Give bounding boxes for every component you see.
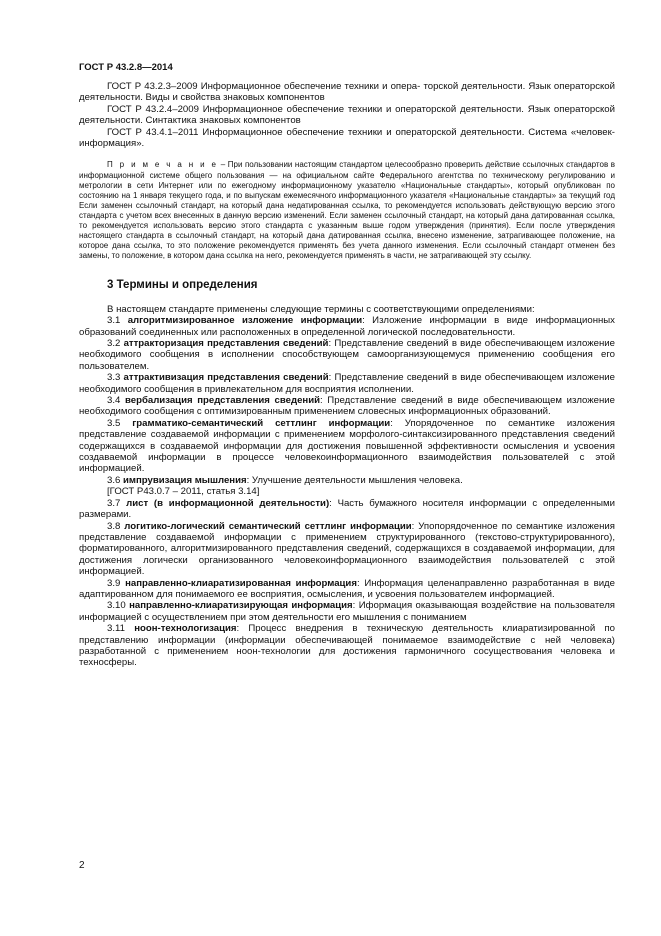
term-source: [ГОСТ Р43.0.7 – 2011, статья 3.14] <box>107 486 260 498</box>
term-definition: : Представление сведений в виде обеспечивающем изложение необходимого сообщения в привлекательном для восприятия исполнении. <box>79 372 615 395</box>
term-entry <box>79 418 615 475</box>
term-name: логитико-логический семантический сеттлинг информации <box>124 520 412 532</box>
term-number: 3.1 <box>107 315 128 327</box>
term-entry <box>79 315 615 338</box>
term-definition: : Представление сведений в виде обеспечивающем изложение необходимого сообщения с оптимизированным применением словесных информационных образований. <box>79 395 615 418</box>
term-number: 3.2 <box>107 338 124 349</box>
note-text: – При пользовании настоящим стандартом целесообразно проверить действие ссылочных стандартов в информационной системе общего пользования — на официальном сайте Федерального агентства по техническому регулированию и метрологии в сети Интернет или по ежегодному информационному указателю «Национальные стандарты», который опубликован по состоянию на 1 января текущего года, и по выпускам ежемесячного информационного указателя «Национальные стандарты» за текущий год Если заменен ссылочный стандарт, на который дана недатированная ссылка, то рекомендуется использовать действующую версию этого стандарта с учетом всех внесенных в данную версию изменений. Если заменен ссылочный стандарт, на который дана датированная ссылка, то рекомендуется использовать версию этого стандарта с указанным выше годом утверждения (принятия). Если после утверждения настоящего стандарта в ссылочный стандарт, на который дана датированная ссылка, внесено изменение, затрагивающее положение, на которое дана ссылка, то это положение рекомендуется применять без учета данного изменения. Если ссылочный стандарт отменен без замены, то положение, в котором дана ссылка на него, рекомендуется применять в части, не затрагивающей эту ссылку. <box>79 160 615 261</box>
term-number: 3.5 <box>107 417 133 429</box>
reference-item: ГОСТ Р 43.2.4–2009 Информационное обеспечение техники и операторской деятельности. Язык операторской деятельности. Синтактика знаковых компонентов <box>79 103 615 127</box>
page-number: 2 <box>79 860 85 871</box>
term-entry <box>79 623 615 669</box>
term-name: направленно-клиаратизированная информация <box>125 577 357 589</box>
term-definition: : Процесс внедрения в техническую деятельность клиаратизированной по представлению информации (информации обеспечивающей понимаемое взаимодействие с ней человека) разработанной с применением ноон-технологии для достижения гармоничного сосуществования человека и техносферы. <box>79 623 615 669</box>
term-definition: : Упопорядоченное по семантике изложения представление создаваемой информации с применением структурированного (текстово-структурированного), форматированного, алгоритмизированного представления сведений, содержащихся в создаваемой информации, для достижения логически организованного человекоинформационного взаимодействия пользователей с этой информацией. <box>79 520 615 578</box>
term-name: аттрактивизация представления сведений <box>123 372 329 384</box>
term-name: направленно-клиаратизирующая информация <box>129 600 353 612</box>
term-entry <box>79 372 615 395</box>
reference-item: ГОСТ Р 43.4.1–2011 Информационное обеспечение техники и операторской деятельности. Система «человек-информация». <box>79 126 615 150</box>
term-number: 3.10 <box>107 600 130 612</box>
term-name: грамматико-семантический сеттлинг информации <box>132 417 391 429</box>
term-definition: : Изложение информации в виде информационных образований соединенных или расположенных в определенной логической последовательности. <box>79 315 615 338</box>
term-entry <box>79 475 615 486</box>
term-name: вербализация представления сведений <box>124 395 320 407</box>
term-number: 3.9 <box>107 577 126 589</box>
term-entry <box>79 395 615 418</box>
term-entry <box>79 521 615 578</box>
section-title: 3 Термины и определения <box>107 279 258 292</box>
term-name: аттракторизация представления сведений <box>123 338 329 349</box>
term-number: 3.6 <box>107 474 124 486</box>
term-number: 3.3 <box>107 372 124 384</box>
term-entry <box>79 578 615 601</box>
term-number: 3.8 <box>107 520 125 532</box>
term-definition: : Представление сведений в виде обеспечивающем изложение необходимого сообщения в исполнении способствующем самоорганизующемуся применению сообщения его пользователем. <box>79 338 615 372</box>
document-body <box>79 81 615 669</box>
term-name: алгоритмизированное изложение информации <box>127 315 363 327</box>
term-entry <box>79 498 615 521</box>
term-name: лист (в информационной деятельности) <box>126 497 330 509</box>
term-definition: : Иформация оказывающая воздействие на пользователя информацией с осуществлением при этом деятельности его мышления с пониманием <box>79 600 615 623</box>
term-number: 3.4 <box>107 395 125 407</box>
term-definition: : Упорядоченное по семантике изложения представление создаваемой информации с применением морфолого-синтаксизированного представления сведений содержащихся в создаваемой информации для достижения повышенной эффективности осмысления и усвоения создаваемой информации в процессе человекоинформационного взаимодействия пользователей с этой информацией. <box>79 417 616 475</box>
term-definition: : Улучшение деятельности мышления человека. <box>246 474 463 486</box>
term-number: 3.7 <box>107 497 127 509</box>
note-label: П р и м е ч а н и е <box>107 160 219 170</box>
term-definition: : Информация целенаправленно разработанная в виде адаптированном для понимаемого ее восприятия, осмысления, и усвоения пользователем информацией. <box>79 577 615 600</box>
reference-item: ГОСТ Р 43.2.3–2009 Информационное обеспечение техники и опера- торской деятельности. Язык операторской деятельности. Виды и свойства знаковых компонентов <box>79 81 615 104</box>
section-intro: В настоящем стандарте применены следующие термины с соответствующими определениями: <box>107 303 535 315</box>
term-name: импрувизация мышления <box>123 474 247 486</box>
term-name: ноон-технологизация <box>134 623 237 635</box>
document-header: ГОСТ Р 43.2.8—2014 <box>79 62 173 73</box>
note-paragraph <box>79 160 615 261</box>
term-number: 3.11 <box>107 623 135 635</box>
term-definition: : Часть бумажного носителя информации с определенными размерами. <box>79 497 615 521</box>
term-entry <box>79 600 615 623</box>
term-entry <box>79 338 615 372</box>
